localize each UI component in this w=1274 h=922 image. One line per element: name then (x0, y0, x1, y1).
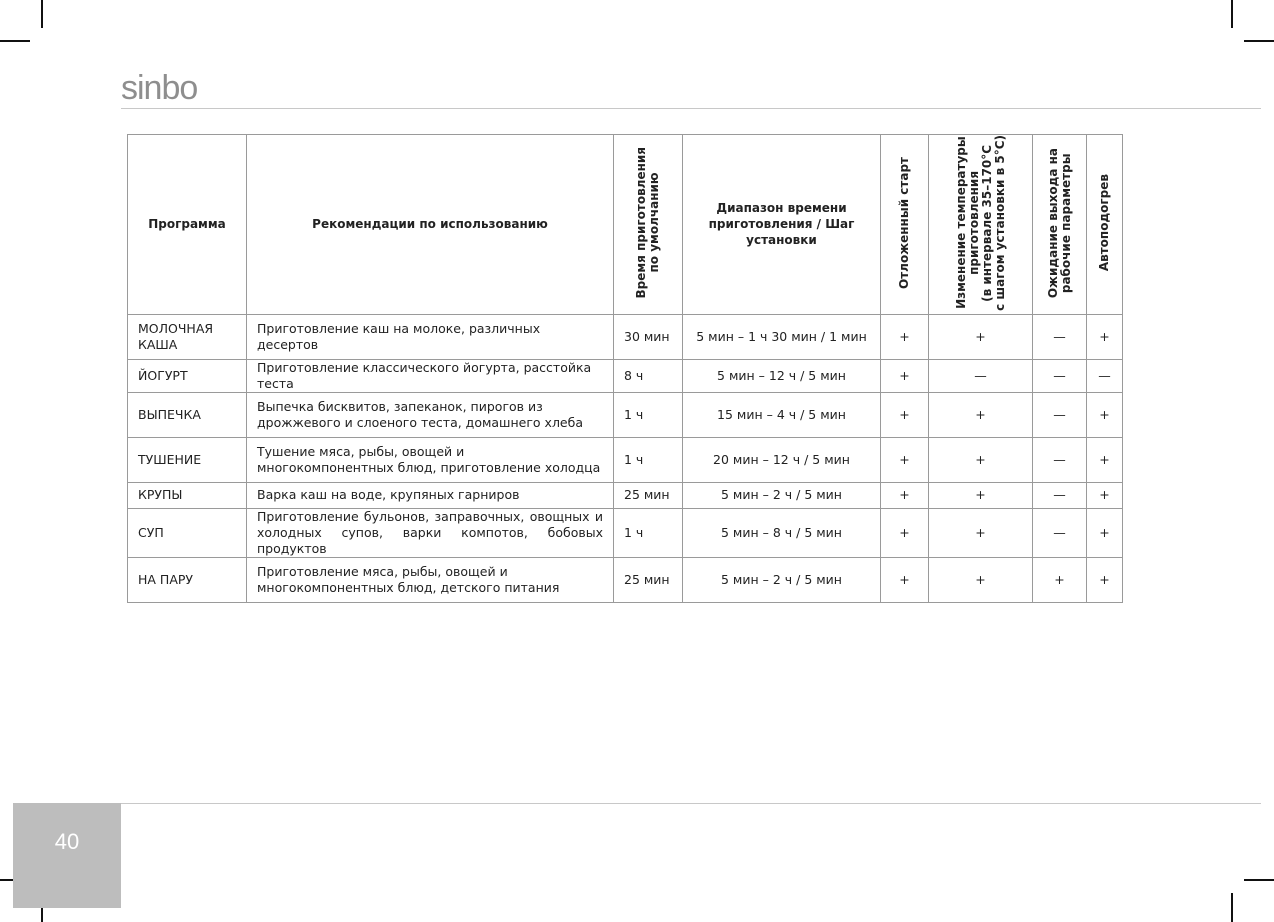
cell-program: НА ПАРУ (128, 557, 247, 602)
cell-recommendation: Приготовление мяса, рыбы, овощей и многокомпонентных блюд, детского питания (247, 557, 614, 602)
header-default-time-line1: Время приготовления (634, 147, 648, 299)
header-standby (1033, 135, 1087, 315)
cell-range: 5 мин – 1 ч 30 мин / 1 мин (683, 314, 881, 359)
cell-delayed-start: + (881, 508, 929, 557)
header-temp-change (929, 135, 1033, 315)
header-temp-line3: (в интервале 35–170°C (979, 144, 994, 302)
table-row (128, 392, 1123, 437)
cell-default-time: 25 мин (614, 557, 683, 602)
cell-auto-heat: + (1087, 557, 1123, 602)
cell-program: ЙОГУРТ (128, 359, 247, 392)
header-temp-line2: приготовления (966, 170, 981, 275)
cell-program: МОЛОЧНАЯ КАША (128, 314, 247, 359)
table-row (128, 437, 1123, 482)
crop-mark (1244, 40, 1274, 42)
cell-default-time: 30 мин (614, 314, 683, 359)
cell-auto-heat: + (1087, 508, 1123, 557)
cell-auto-heat: — (1087, 359, 1123, 392)
table-row (128, 482, 1123, 508)
cell-standby: — (1033, 508, 1087, 557)
cell-default-time: 25 мин (614, 482, 683, 508)
crop-mark (1231, 0, 1233, 28)
table-row (128, 359, 1123, 392)
header-divider (121, 108, 1261, 109)
cell-range: 5 мин – 8 ч / 5 мин (683, 508, 881, 557)
cell-temp-change: + (929, 482, 1033, 508)
table-row (128, 314, 1123, 359)
brand-logo: sinbo (121, 69, 198, 107)
crop-mark (1244, 879, 1274, 881)
header-delayed-start (881, 135, 929, 315)
header-standby-line1: Ожидание выхода на (1045, 147, 1060, 299)
cell-program: ТУШЕНИЕ (128, 437, 247, 482)
header-default-time-line2: по умолчанию (647, 172, 661, 273)
crop-mark (1231, 893, 1233, 922)
cell-delayed-start: + (881, 392, 929, 437)
cell-auto-heat: + (1087, 437, 1123, 482)
cell-recommendation: Приготовление классического йогурта, расстойка теста (247, 359, 614, 392)
cell-temp-change: + (929, 314, 1033, 359)
cell-delayed-start: + (881, 437, 929, 482)
cell-temp-change: — (929, 359, 1033, 392)
cell-recommendation: Варка каш на воде, крупяных гарниров (247, 482, 614, 508)
header-recommendations: Рекомендации по использованию (247, 135, 614, 315)
cell-default-time: 1 ч (614, 508, 683, 557)
header-auto-heat-text: Автоподогрев (1097, 174, 1111, 272)
header-delayed-start-text: Отложенный старт (897, 156, 911, 289)
cell-recommendation: Приготовление бульонов, заправочных, овощных и холодных супов, варки компотов, бобовых продуктов (247, 508, 614, 557)
header-temp-line1: Изменение температуры (953, 136, 968, 310)
crop-mark (0, 40, 30, 42)
cell-standby: — (1033, 482, 1087, 508)
header-default-time (614, 135, 683, 315)
cell-standby: — (1033, 359, 1087, 392)
crop-mark (41, 0, 43, 28)
cell-delayed-start: + (881, 482, 929, 508)
cell-program: КРУПЫ (128, 482, 247, 508)
cell-standby: + (1033, 557, 1087, 602)
cell-standby: — (1033, 392, 1087, 437)
cell-delayed-start: + (881, 359, 929, 392)
cell-range: 20 мин – 12 ч / 5 мин (683, 437, 881, 482)
header-standby-line2: рабочие параметры (1058, 153, 1073, 293)
footer-divider (121, 803, 1261, 804)
page-number: 40 (13, 803, 121, 908)
cell-default-time: 1 ч (614, 392, 683, 437)
cell-auto-heat: + (1087, 392, 1123, 437)
cell-range: 5 мин – 2 ч / 5 мин (683, 482, 881, 508)
cell-temp-change: + (929, 392, 1033, 437)
header-auto-heat (1087, 135, 1123, 315)
cell-delayed-start: + (881, 314, 929, 359)
cell-recommendation: Тушение мяса, рыбы, овощей и многокомпонентных блюд, приготовление холодца (247, 437, 614, 482)
cell-standby: — (1033, 437, 1087, 482)
header-temp-line4: с шагом установки в 5°C) (992, 135, 1007, 311)
cell-auto-heat: + (1087, 314, 1123, 359)
cell-recommendation: Приготовление каш на молоке, различных десертов (247, 314, 614, 359)
cell-range: 15 мин – 4 ч / 5 мин (683, 392, 881, 437)
cell-recommendation: Выпечка бисквитов, запеканок, пирогов из дрожжевого и слоеного теста, домашнего хлеба (247, 392, 614, 437)
table-row (128, 557, 1123, 602)
cell-default-time: 1 ч (614, 437, 683, 482)
cell-default-time: 8 ч (614, 359, 683, 392)
table-row (128, 508, 1123, 557)
cell-range: 5 мин – 2 ч / 5 мин (683, 557, 881, 602)
header-range: Диапазон времени приготовления / Шаг установки (683, 135, 881, 315)
cell-auto-heat: + (1087, 482, 1123, 508)
cell-standby: — (1033, 314, 1087, 359)
header-program: Программа (128, 135, 247, 315)
programs-table (127, 134, 1123, 603)
cell-delayed-start: + (881, 557, 929, 602)
cell-program: СУП (128, 508, 247, 557)
cell-temp-change: + (929, 437, 1033, 482)
table-header-row (128, 135, 1123, 315)
cell-program: ВЫПЕЧКА (128, 392, 247, 437)
cell-range: 5 мин – 12 ч / 5 мин (683, 359, 881, 392)
cell-temp-change: + (929, 508, 1033, 557)
cell-temp-change: + (929, 557, 1033, 602)
